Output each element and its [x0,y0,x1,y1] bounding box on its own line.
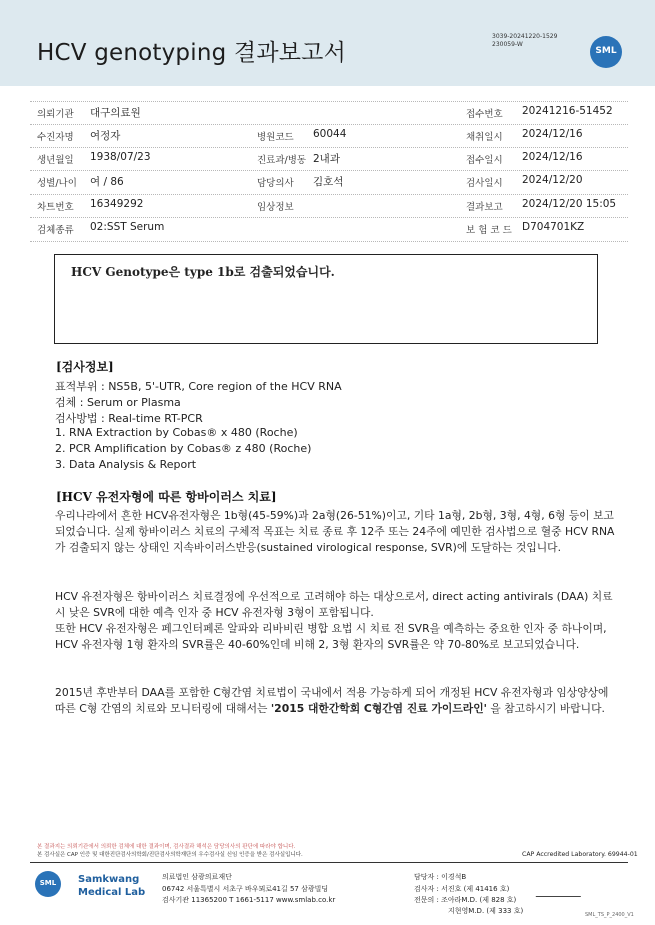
exam-line: 3. Data Analysis & Report [55,458,197,471]
label-collection-date: 채취일시 [466,132,503,143]
staff-specialist-1: 전문의 : 조아라M.D. (제 828 호) [414,896,517,904]
label-receipt-date: 접수일시 [466,155,503,166]
p4-text-a: 2015년 후반부터 DAA를 포함한 C형간염 치료법이 국내에서 적용 가능하게 되어 개정된 HCV 유전자형과 임상양상에따른 C형 간염의 치료와 모니터링에 대해서는 [55,686,609,715]
result-box [54,254,598,344]
staff-tester: 검사자 : 서진호 (제 41416 호) [414,885,510,893]
exam-line: 검체 : Serum or Plasma [55,396,181,409]
label-hospital-code: 병원코드 [257,132,294,143]
value-birth-date: 1938/07/23 [90,151,151,163]
info-row-5 [0,195,655,217]
divider [30,241,628,242]
exam-line: 검사방법 : Real-time RT-PCR [55,412,203,425]
info-row-1 [0,102,655,124]
info-row-6 [0,218,655,240]
report-code-1: 3039-20241220-1529 [492,33,558,40]
value-physician: 김호석 [313,176,344,188]
info-row-3 [0,148,655,170]
label-chart-no: 차트번호 [37,202,74,213]
org-name-line-1: Samkwang [78,874,140,885]
value-sex-age: 여 / 86 [90,176,124,188]
staff-specialist-2: 지현영M.D. (제 333 호) [448,907,524,915]
value-patient-name: 여정자 [90,130,121,142]
value-insurance-code: D704701KZ [522,221,585,233]
label-patient-name: 수진자명 [37,132,74,143]
org-address: 06742 서울특별시 서초구 바우뫼로41길 57 삼광빌딩 [162,885,329,893]
label-institution: 의뢰기관 [37,109,74,120]
label-receipt-no: 접수번호 [466,109,503,120]
info-row-4 [0,171,655,193]
value-receipt-no: 20241216-51452 [522,105,613,117]
exam-info-title: [검사정보] [56,360,114,374]
label-clinical-info: 임상정보 [257,202,294,213]
cap-accreditation: CAP Accredited Laboratory. 69944-01 [522,851,638,858]
sml-logo [590,36,622,68]
label-specimen: 검체종류 [37,225,74,236]
value-department: 2내과 [313,153,340,165]
value-collection-date: 2024/12/16 [522,128,583,140]
value-test-date: 2024/12/20 [522,174,583,186]
footer-divider [30,862,628,863]
value-receipt-date: 2024/12/16 [522,151,583,163]
label-test-date: 검사일시 [466,178,503,189]
sml-logo-text: SML [595,46,617,56]
value-institution: 대구의료원 [90,107,141,119]
form-code: SML_TS_P_2400_V1 [585,912,634,918]
org-name-line-2: Medical Lab [78,887,146,898]
exam-line: 1. RNA Extraction by Cobas® x 480 (Roche) [55,426,298,439]
guideline-reference: '2015 대한간학회 C형간염 진료 가이드라인' [270,702,487,715]
report-code-2: 230059-W [492,41,523,48]
treatment-paragraph-3: 또한 HCV 유전자형은 페그인터페론 알파와 리바비린 병합 요법 시 치료 전 SVR을 예측하는 중요한 인자 중 하나이며, HCV 유전자형 1형 환자의 SVR률은 40-60%인데 비해 2, 3형 환자의 SVR률은 약 70-80%로 보고되었습니다. [55,622,607,651]
label-report-date: 결과보고 [466,202,503,213]
value-hospital-code: 60044 [313,128,347,140]
footer-note-1: 본 결과지는 의뢰기관에서 의뢰한 검체에 대한 결과이며, 검사결과 해석은 담당의사의 판단에 따라야 합니다. [37,844,296,850]
p4-text-c: 을 참고하시기 바랍니다. [486,702,605,715]
footer-sml-logo [35,871,61,897]
value-chart-no: 16349292 [90,198,144,210]
treatment-title: [HCV 유전자형에 따른 항바이러스 치료] [56,490,277,504]
staff-contact: 담당자 : 이경석B [414,873,467,881]
org-contact: 검사기관 11365200 T 1661-5117 www.smlab.co.kr [162,896,336,904]
signature [536,884,586,897]
exam-line: 2. PCR Amplification by Cobas® z 480 (Roche) [55,442,312,455]
org-legal-name: 의료법인 삼광의료재단 [162,873,232,881]
treatment-paragraph-4 [55,685,615,717]
value-report-date: 2024/12/20 15:05 [522,198,617,210]
label-physician: 담당의사 [257,178,294,189]
treatment-paragraph-2: HCV 유전자형은 항바이러스 치료결정에 우선적으로 고려해야 하는 대상으로서, direct acting antivirals (DAA) 치료 시 낮은 SVR에 대한 예측 인자 중 HCV 유전자형 3형이 포함됩니다. [55,590,613,619]
label-department: 진료과/병동 [257,155,307,166]
info-row-2 [0,125,655,147]
report-title: HCV genotyping 결과보고서 [37,40,346,66]
treatment-paragraph-1: 우리나라에서 흔한 HCV유전자형은 1b형(45-59%)과 2a형(26-51%)이고, 기타 1a형, 2b형, 3형, 4형, 6형 등이 보고되었습니다. 실제 항바이러스 치료의 구체적 목표는 치료 종료 후 12주 또는 24주에 예민한 검사법으로 혈중 HCV RNA가 검출되지 않는 상태인 지속바이러스반응(sustained virological response, SVR)에 도달하는 것입니다. [55,509,615,554]
label-insurance-code: 보 험 코 드 [466,225,512,236]
label-birth-date: 생년월일 [37,155,74,166]
footer-logo-text: SML [39,879,57,887]
footer-note-2: 본 검사실은 CAP 인증 및 대한진단검사의학회/진단검사의학재단의 우수검사실 신임 인증을 받은 검사실입니다. [37,852,303,858]
result-text: HCV Genotype은 type 1b로 검출되었습니다. [71,265,335,279]
label-sex-age: 성별/나이 [37,178,77,189]
value-specimen: 02:SST Serum [90,221,165,233]
exam-line: 표적부위 : NS5B, 5'-UTR, Core region of the HCV RNA [55,380,342,393]
